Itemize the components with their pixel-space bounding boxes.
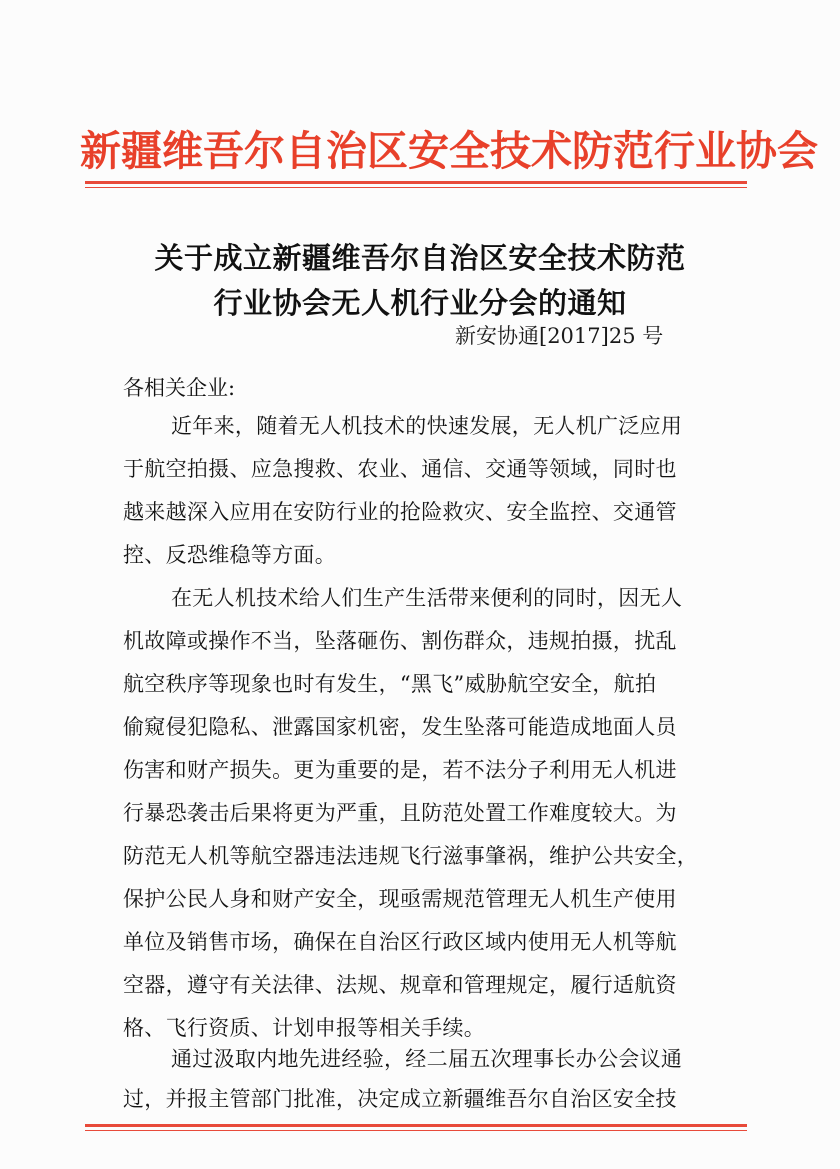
body-line: 近年来，随着无人机技术的快速发展，无人机广泛应用	[171, 414, 683, 438]
body-line: 机故障或操作不当，坠落砸伤、割伤群众，违规拍摄，扰乱	[123, 629, 677, 653]
body-line: 空器，遵守有关法律、法规、规章和管理规定，履行适航资	[123, 973, 677, 997]
body-line: 行暴恐袭击后果将更为严重，且防范处置工作难度较大。为	[123, 801, 677, 825]
document-number: 新安协通[2017]25 号	[455, 324, 664, 348]
body-line: 航空秩序等现象也时有发生，“黑飞”威胁航空安全，航拍	[123, 672, 657, 696]
body-line: 单位及销售市场，确保在自治区行政区域内使用无人机等航	[123, 930, 677, 954]
body-line: 偷窥侵犯隐私、泄露国家机密，发生坠落可能造成地面人员	[123, 715, 677, 739]
body-line: 过，并报主管部门批准，决定成立新疆维吾尔自治区安全技	[123, 1087, 677, 1111]
body-line: 于航空拍摄、应急搜救、农业、通信、交通等领域，同时也	[123, 457, 677, 481]
salutation: 各相关企业:	[123, 376, 236, 400]
organization-header: 新疆维吾尔自治区安全技术防范行业协会	[80, 127, 818, 175]
body-line: 在无人机技术给人们生产生活带来便利的同时，因无人	[171, 586, 683, 610]
document-title-line-2: 行业协会无人机行业分会的通知	[213, 286, 627, 320]
body-line: 通过汲取内地先进经验，经二届五次理事长办公会议通	[171, 1047, 683, 1071]
body-line: 防范无人机等航空器违法违规飞行滋事肇祸，维护公共安全，	[123, 844, 699, 868]
document-title-line-1: 关于成立新疆维吾尔自治区安全技术防范	[154, 241, 686, 275]
body-line: 控、反恐维稳等方面。	[123, 543, 336, 567]
footer-red-divider	[85, 1124, 747, 1131]
header-red-divider	[85, 181, 747, 188]
body-line: 越来越深入应用在安防行业的抢险救灾、安全监控、交通管	[123, 500, 677, 524]
body-line: 格、飞行资质、计划申报等相关手续。	[123, 1016, 486, 1040]
body-line: 保护公民人身和财产安全，现亟需规范管理无人机生产使用	[123, 887, 677, 911]
body-line: 伤害和财产损失。更为重要的是，若不法分子利用无人机进	[123, 758, 677, 782]
